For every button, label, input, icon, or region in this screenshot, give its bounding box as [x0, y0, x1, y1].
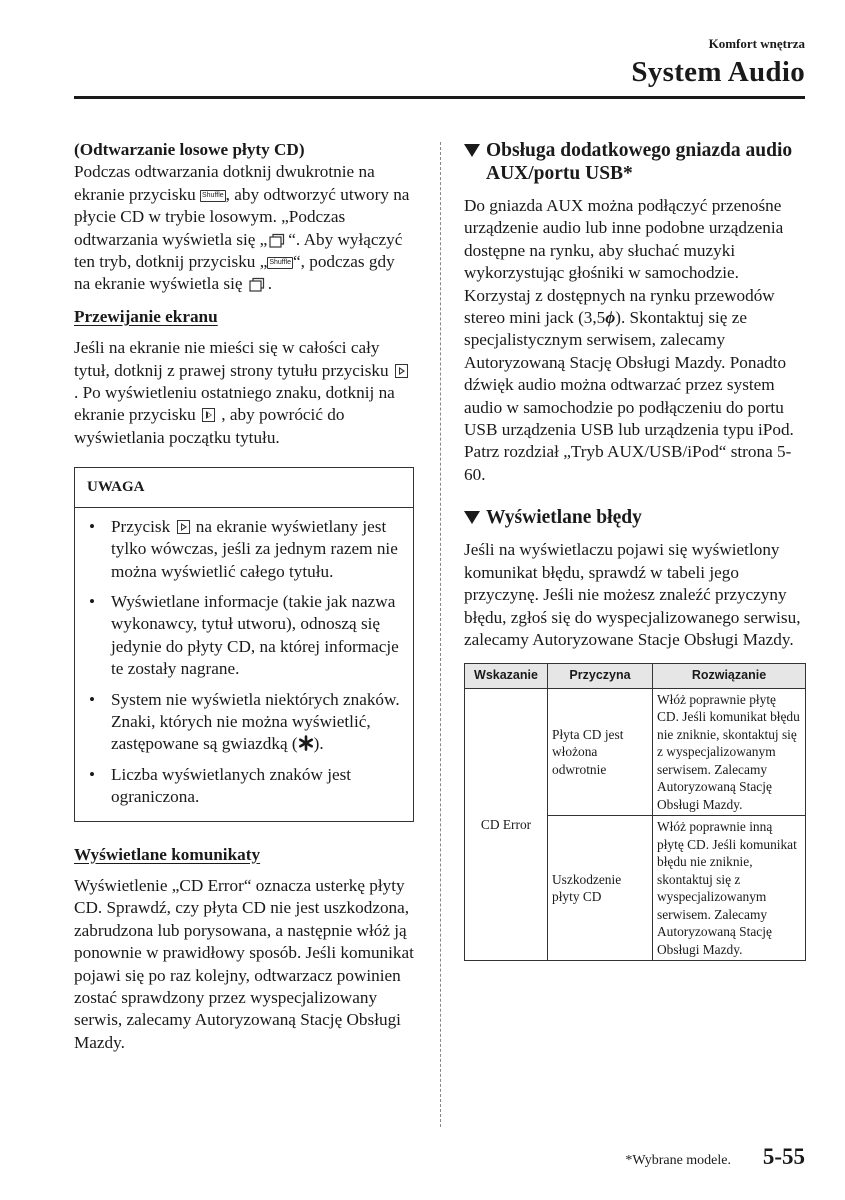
- note-list: [75, 508, 413, 821]
- right-column: [464, 139, 806, 961]
- shuffle-heading: (Odtwarzanie losowe płyty CD): [74, 140, 305, 159]
- messages-heading: Wyświetlane komunikaty: [74, 844, 261, 864]
- page-number: 5-55: [762, 1144, 805, 1169]
- shuffle-mode-icon: [249, 277, 266, 292]
- note-title: UWAGA: [75, 468, 413, 507]
- scroll-text-1: Jeśli na ekranie nie mieści się w całości cały tytuł, dotknij z prawej strony tytułu przycisku: [74, 338, 393, 380]
- note-item-3b: ).: [313, 734, 324, 754]
- page-title: System Audio: [631, 56, 805, 88]
- play-button-icon: [177, 520, 190, 534]
- scroll-text-2: . Po wyświetleniu ostatniego znaku, dotknij na ekranie przycisku: [74, 383, 395, 425]
- aux-text-2: Korzystaj z dostępnych na rynku przewodów stereo mini jack (3,5: [464, 285, 775, 328]
- note-item: • Liczba wyświetlanych znaków jest ograniczona.: [89, 764, 403, 809]
- scroll-text-3: , aby powrócić do wyświetlania początku tytułu.: [74, 405, 345, 447]
- header-rule: [74, 96, 805, 99]
- left-column: [74, 139, 414, 1054]
- shuffle-text-2: , aby odtworzyć utwory na płycie CD w trybie losowym. „Podczas odtwarzania wyświetla się „: [74, 184, 410, 249]
- asterisk-icon: [298, 735, 314, 751]
- aux-heading-text: Obsługa dodatkowego gniazda audio AUX/portu USB*: [486, 140, 793, 184]
- table-header-row: [465, 664, 806, 689]
- note-item-1b: na ekranie wyświetlany jest tylko wówczas, jeśli za jednym razem nie można wyświetlić całego tytułu.: [111, 516, 398, 581]
- error-table: [464, 663, 806, 961]
- messages-paragraph: Wyświetlenie „CD Error“ oznacza usterkę płyty CD. Sprawdź, czy płyta CD nie jest uszkodzona, zabrudzona lub porysowana, a następnie włóż ją ponownie w prawidłowy sposób. Jeśli komunikat pojawi się po raz kolejny, odtwarzacz powinien zostać sprawdzony przez wyspecjalizowany serwis, zalecamy Autoryzowaną Stację Obsługi Mazdy.: [74, 875, 414, 1052]
- fix-cell: Włóż poprawnie inną płytę CD. Jeśli komunikat błędu nie zniknie, skontaktuj się z wyspecjalizowanym serwisem. Zalecamy Autoryzowaną Stację Obsługi Mazdy.: [653, 816, 806, 961]
- table-row: [465, 688, 806, 816]
- shuffle-button-icon: Shuffle: [200, 190, 226, 202]
- triangle-bullet-icon: [464, 144, 480, 157]
- note-item: • Wyświetlane informacje (takie jak nazwa wykonawcy, tytuł utworu), odnoszą się jedynie do płyty CD, na której informacje te zostały nagrane.: [89, 591, 403, 681]
- triangle-bullet-icon: [464, 511, 480, 524]
- scroll-heading: Przewijanie ekranu: [74, 306, 218, 326]
- errors-paragraph: Jeśli na wyświetlaczu pojawi się wyświetlony komunikat błędu, sprawdź w tabeli jego przyczynę. Jeśli nie możesz znaleźć przyczyny błędu, zgłoś się do wyspecjalizowanego serwisu, zalecamy Autoryzowane Stacje Obsługi Mazdy.: [464, 540, 801, 649]
- cause-cell: Płyta CD jest włożona odwrotnie: [548, 688, 653, 816]
- scroll-paragraph: [74, 337, 414, 449]
- shuffle-paragraph: [74, 161, 414, 295]
- shuffle-text-5: .: [267, 274, 273, 294]
- note-item: [89, 689, 403, 756]
- shuffle-text-3: “. Aby wyłączyć ten tryb, dotknij przycisku „: [74, 229, 403, 272]
- column-divider: [440, 142, 441, 1127]
- note-item: [89, 516, 403, 583]
- table-header: Rozwiązanie: [653, 664, 806, 689]
- note-item-3a: System nie wyświetla niektórych znaków. Znaki, których nie można wyświetlić, zastępowane są gwiazdką (: [111, 689, 400, 754]
- diameter-symbol: ϕ: [605, 308, 616, 328]
- footnote: *Wybrane modele.: [625, 1153, 731, 1168]
- shuffle-mode-icon: [269, 233, 286, 248]
- play-button-icon: [395, 364, 408, 378]
- note-item-1a: Przycisk: [111, 516, 175, 536]
- aux-text-3: ). Skontaktuj się ze specjalistycznym serwisem, zalecamy Autoryzowaną Stację Obsługi Mazdy. Ponadto dźwięk audio można odtwarzać przez system audio w samochodzie po podłączeniu do portu USB urządzenia USB lub urządzenia typu iPod.: [464, 308, 794, 440]
- fix-cell: Włóż poprawnie płytę CD. Jeśli komunikat błędu nie zniknie, skontaktuj się z wyspecjalizowanym serwisem. Zalecamy Autoryzowaną Stację Obsługi Mazdy.: [653, 688, 806, 816]
- shuffle-button-icon: Shuffle: [267, 257, 293, 269]
- shuffle-text-1: Podczas odtwarzania dotknij dwukrotnie na ekranie przycisku: [74, 162, 375, 204]
- indication-cell: CD Error: [465, 688, 548, 961]
- header-section: Komfort wnętrza: [708, 36, 805, 51]
- errors-heading-text: Wyświetlane błędy: [486, 507, 642, 529]
- aux-heading: [464, 139, 806, 185]
- cause-cell: Uszkodzenie płyty CD: [548, 816, 653, 961]
- errors-heading: [464, 506, 806, 529]
- play-button-icon: [202, 408, 215, 422]
- aux-paragraph-1: Do gniazda AUX można podłączyć przenośne urządzenie audio lub inne podobne urządzenia dostępne na rynku, aby słuchać muzyki wykorzystując głośniki w samochodzie.: [464, 196, 784, 283]
- table-header: Wskazanie: [465, 664, 548, 689]
- shuffle-text-4: “, podczas gdy na ekranie wyświetla się: [74, 252, 395, 294]
- table-header: Przyczyna: [548, 664, 653, 689]
- aux-paragraph-4: Patrz rozdział „Tryb AUX/USB/iPod“ strona 5-60.: [464, 442, 792, 484]
- aux-paragraph-2: [464, 285, 806, 442]
- note-box: [74, 467, 414, 821]
